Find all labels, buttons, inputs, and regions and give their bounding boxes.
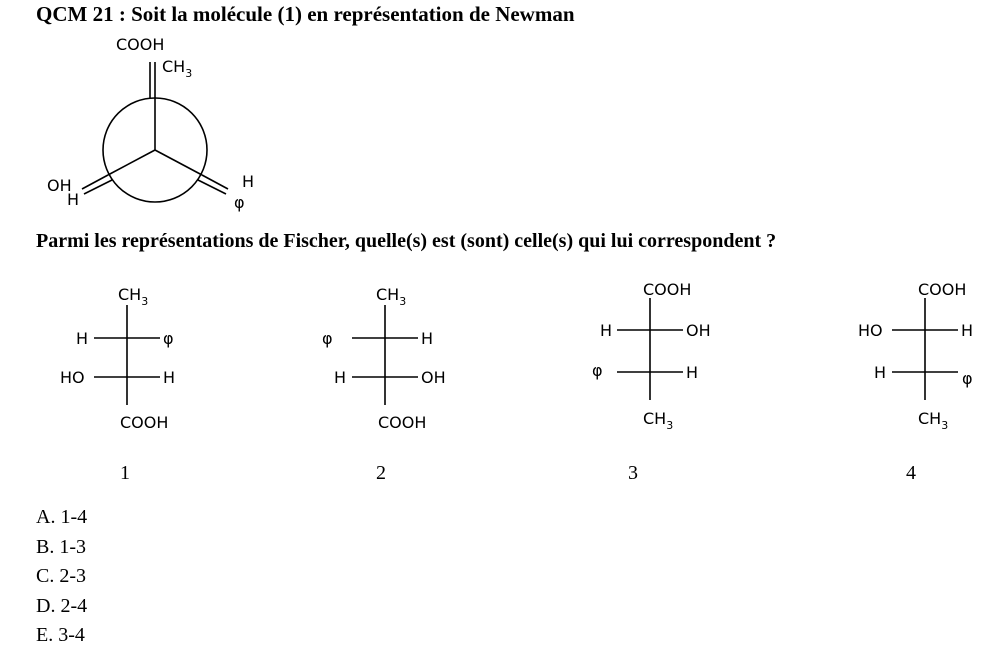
fischer-4-r2-left: H [874, 363, 887, 382]
fischer-2-r2-right: OH [421, 368, 446, 387]
fischer-4-bottom: $CH_3$ [918, 409, 949, 432]
front-bond-left [108, 150, 155, 175]
option-text: 1-4 [60, 506, 88, 528]
newman-back-top-label [162, 57, 192, 80]
back-bond-left-b [84, 180, 112, 194]
fischer-number-3: 3 [628, 462, 638, 484]
option-text: 2-3 [59, 565, 87, 587]
fischer-3-r1-right: OH [686, 321, 711, 340]
fischer-3-r2-right: H [686, 363, 699, 382]
question-title: QCM 21 : Soit la molécule (1) en représentation de Newman [36, 2, 575, 26]
back-bond-right-a [202, 175, 228, 189]
fischer-3-bottom: $CH_3$ [643, 409, 674, 432]
fischer-1-r2-right: H [163, 368, 176, 387]
option-letter: B. [36, 535, 55, 558]
fischer-1-r2-left: HO [60, 368, 85, 387]
question-prompt: Parmi les représentations de Fischer, quelle(s) est (sont) celle(s) qui lui correspondent ? [36, 230, 777, 252]
option-letter: D. [36, 594, 56, 617]
fischer-projection-3 [592, 280, 711, 432]
fischer-1-bottom: COOH [120, 413, 169, 432]
option-text: 1-3 [59, 535, 87, 558]
fischer-1-top: $CH_3$ [118, 285, 149, 308]
option-a[interactable] [36, 503, 87, 533]
back-bond-left-a [82, 175, 108, 189]
newman-right-front-label: H [242, 172, 255, 191]
option-e[interactable] [36, 621, 87, 651]
option-letter: C. [36, 565, 55, 587]
fischer-2-r1-right: H [421, 329, 434, 348]
fischer-2-top: $CH_3$ [376, 285, 407, 308]
fischer-projection-1 [60, 285, 175, 432]
option-letter: E. [36, 624, 54, 646]
fischer-2-bottom: COOH [378, 413, 427, 432]
fischer-projection-2 [322, 285, 446, 432]
fischer-3-top: COOH [643, 280, 692, 299]
option-c[interactable] [36, 562, 87, 592]
option-d[interactable] [36, 592, 87, 622]
fischer-4-r2-right: φ [962, 369, 973, 388]
fischer-1-r1-right: φ [163, 329, 174, 348]
newman-front-top-label: COOH [116, 35, 165, 54]
fischer-2-r1-left: φ [322, 329, 333, 348]
option-b[interactable] [36, 533, 87, 563]
newman-left-front-label: OH [47, 176, 72, 195]
answer-options [36, 503, 87, 651]
back-bond-right-b [198, 180, 226, 194]
fischer-4-top: COOH [918, 280, 967, 299]
option-text: 3-4 [58, 624, 85, 646]
option-letter: A. [36, 506, 56, 528]
newman-right-back-label: φ [234, 193, 245, 212]
fischer-1-r1-left: H [76, 329, 89, 348]
newman-left-back-label: H [67, 190, 80, 209]
newman-back-top-text: $CH_3$ [162, 57, 193, 80]
fischer-4-r1-left: HO [858, 321, 883, 340]
fischer-3-r1-left: H [600, 321, 613, 340]
fischer-3-r2-left: φ [592, 361, 603, 380]
fischer-number-4: 4 [906, 462, 916, 484]
front-bond-right [155, 150, 202, 175]
option-text: 2-4 [60, 594, 88, 617]
fischer-number-1: 1 [120, 462, 130, 484]
fischer-2-r2-left: H [334, 368, 347, 387]
fischer-4-r1-right: H [961, 321, 974, 340]
fischer-projection-4 [858, 280, 973, 432]
newman-projection [47, 35, 254, 212]
fischer-number-2: 2 [376, 462, 386, 484]
